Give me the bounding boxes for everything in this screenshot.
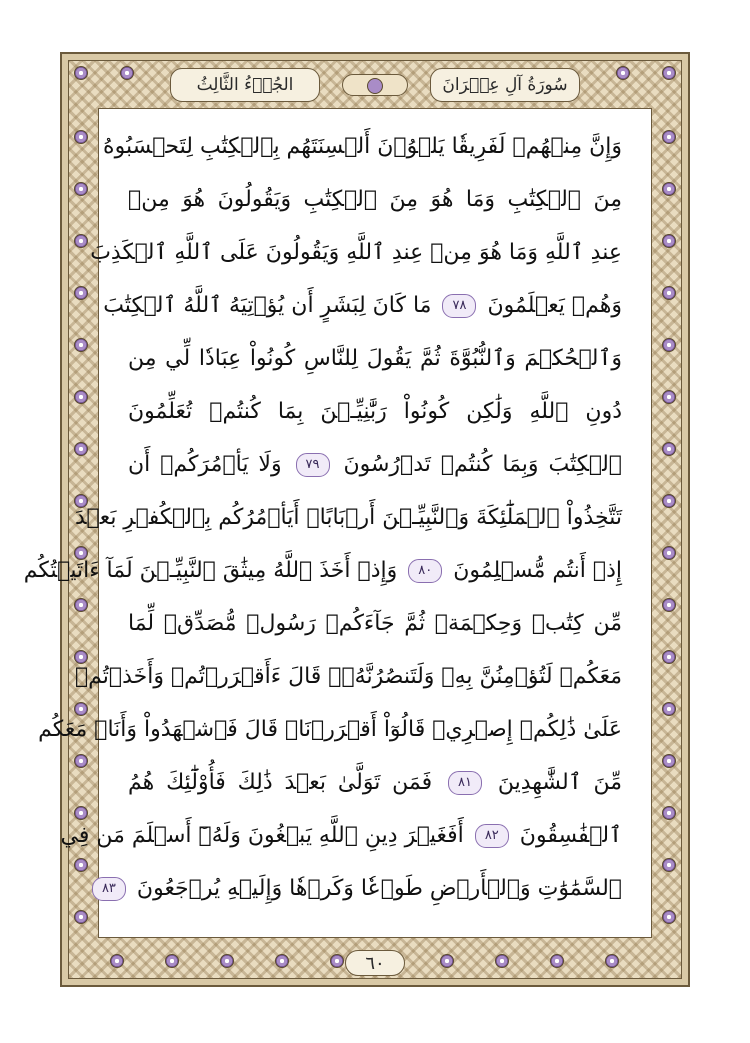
verse-text: أَفَغَيۡرَ دِينِ ٱللَّهِ يَبۡغُونَ وَلَهُۥٓ أَسۡلَمَ مَن فِي — [60, 823, 464, 848]
text-line — [38, 710, 622, 750]
flower-ornament-icon — [662, 754, 676, 768]
flower-ornament-icon — [662, 494, 676, 508]
flower-ornament-icon — [74, 182, 88, 196]
flower-ornament-icon — [662, 286, 676, 300]
verse-text: إِذۡ أَنتُم مُّسۡلِمُونَ — [453, 558, 622, 583]
flower-ornament-icon — [275, 954, 289, 968]
flower-ornament-icon — [662, 66, 676, 80]
flower-ornament-icon — [662, 442, 676, 456]
ayah-number-marker: ٧٩ — [296, 453, 330, 477]
text-line — [103, 286, 622, 326]
flower-ornament-icon — [662, 910, 676, 924]
verse-text: مِّن كِتَٰبٖ وَحِكۡمَةٖ ثُمَّ جَآءَكُمۡ رَسُولٞ مُّصَدِّقٞ لِّمَا — [128, 611, 622, 636]
verse-text: وَإِذۡ أَخَذَ ٱللَّهُ مِيثَٰقَ ٱلنَّبِيِّـۧنَ لَمَآ ءَاتَيۡتُكُم — [23, 558, 398, 583]
flower-ornament-icon — [662, 546, 676, 560]
flower-ornament-icon — [495, 954, 509, 968]
flower-ornament-icon — [662, 234, 676, 248]
flower-ornament-icon — [74, 338, 88, 352]
flower-ornament-icon — [330, 954, 344, 968]
text-line — [128, 763, 622, 803]
flower-ornament-icon — [662, 598, 676, 612]
ayah-number-marker: ٨٠ — [408, 559, 442, 583]
text-line — [60, 816, 622, 856]
verse-text: وَلَا يَأۡمُرَكُمۡ أَن — [128, 452, 282, 477]
text-line — [90, 233, 622, 273]
flower-ornament-icon — [662, 182, 676, 196]
flower-ornament-icon — [662, 338, 676, 352]
verse-text: عَلَىٰ ذَٰلِكُمۡ إِصۡرِيۖ قَالُوٓاْ أَقۡرَرۡنَاۚ قَالَ فَٱشۡهَدُواْ وَأَنَا۠ مَعَكُم — [38, 717, 622, 742]
ayah-number-marker: ٨٢ — [475, 824, 509, 848]
ayah-number-marker: ٨١ — [448, 771, 482, 795]
flower-ornament-icon — [220, 954, 234, 968]
verse-text: فَمَن تَوَلَّىٰ بَعۡدَ ذَٰلِكَ فَأُوْلَٰٓئِكَ هُمُ — [128, 770, 433, 795]
flower-ornament-icon — [662, 390, 676, 404]
text-line — [23, 551, 622, 591]
flower-ornament-icon — [74, 442, 88, 456]
flower-ornament-icon — [110, 954, 124, 968]
flower-ornament-icon — [616, 66, 630, 80]
juz-title: الجُزۡءُ الثَّالِثُ — [170, 68, 320, 102]
flower-ornament-icon — [662, 806, 676, 820]
flower-ornament-icon — [74, 858, 88, 872]
flower-ornament-icon — [550, 954, 564, 968]
text-line — [128, 604, 622, 644]
verse-text: ٱلۡفَٰسِقُونَ — [519, 823, 622, 848]
verse-text: عِندِ ٱللَّهِ وَمَا هُوَ مِنۡ عِندِ ٱللَّهِ وَيَقُولُونَ عَلَى ٱللَّهِ ٱلۡكَذِبَ — [90, 240, 622, 265]
text-line — [128, 339, 622, 379]
verse-text: مِنَ ٱلۡكِتَٰبِ وَمَا هُوَ مِنَ ٱلۡكِتَٰبِ وَيَقُولُونَ هُوَ مِنۡ — [128, 187, 622, 212]
text-line — [101, 869, 622, 909]
flower-ornament-icon — [662, 858, 676, 872]
header-ornament-icon — [342, 74, 408, 96]
verse-text: وَٱلۡحُكۡمَ وَٱلنُّبُوَّةَ ثُمَّ يَقُولَ لِلنَّاسِ كُونُواْ عِبَادٗا لِّي مِن — [128, 346, 622, 371]
text-line — [128, 392, 622, 432]
flower-ornament-icon — [440, 954, 454, 968]
verse-text: مَا كَانَ لِبَشَرٍ أَن يُؤۡتِيَهُ ٱللَّهُ ٱلۡكِتَٰبَ — [103, 293, 432, 318]
flower-ornament-icon — [662, 702, 676, 716]
flower-ornament-icon — [74, 910, 88, 924]
surah-title: سُورَةُ آلِ عِمۡرَانَ — [430, 68, 580, 102]
verse-text: تَتَّخِذُواْ ٱلۡمَلَٰٓئِكَةَ وَٱلنَّبِيِّـۧنَ أَرۡبَابًاۗ أَيَأۡمُرُكُم بِٱلۡكُفۡرِ بَعۡدَ — [74, 505, 622, 530]
flower-ornament-icon — [74, 754, 88, 768]
page-number: ٦٠ — [345, 950, 405, 976]
verse-text: وَهُمۡ يَعۡلَمُونَ — [487, 293, 622, 318]
ayah-number-marker: ٨٣ — [92, 877, 126, 901]
verse-text: ٱلۡكِتَٰبَ وَبِمَا كُنتُمۡ تَدۡرُسُونَ — [343, 452, 622, 477]
flower-ornament-icon — [74, 130, 88, 144]
flower-ornament-icon — [662, 650, 676, 664]
flower-ornament-icon — [605, 954, 619, 968]
flower-ornament-icon — [74, 598, 88, 612]
verse-text: وَإِنَّ مِنۡهُمۡ لَفَرِيقٗا يَلۡوُۥنَ أَلۡسِنَتَهُم بِٱلۡكِتَٰبِ لِتَحۡسَبُوهُ — [103, 134, 622, 159]
flower-ornament-icon — [120, 66, 134, 80]
text-line — [74, 498, 622, 538]
text-line — [74, 657, 622, 697]
verse-text: ٱلسَّمَٰوَٰتِ وَٱلۡأَرۡضِ طَوۡعٗا وَكَرۡهٗا وَإِلَيۡهِ يُرۡجَعُونَ — [136, 876, 622, 901]
text-line — [128, 180, 622, 220]
flower-ornament-icon — [74, 286, 88, 300]
verse-text: مَعَكُمۡ لَتُؤۡمِنُنَّ بِهِۦ وَلَتَنصُرُنَّهُۥۚ قَالَ ءَأَقۡرَرۡتُمۡ وَأَخَذۡتُمۡ — [74, 664, 622, 689]
flower-ornament-icon — [74, 234, 88, 248]
ayah-number-marker: ٧٨ — [442, 294, 476, 318]
verse-text: دُونِ ٱللَّهِ وَلَٰكِن كُونُواْ رَبَّٰنِيِّـۧنَ بِمَا كُنتُمۡ تُعَلِّمُونَ — [128, 399, 622, 424]
verse-text: مِّنَ ٱلشَّٰهِدِينَ — [497, 770, 622, 795]
flower-ornament-icon — [74, 66, 88, 80]
text-line — [103, 127, 622, 167]
flower-ornament-icon — [662, 130, 676, 144]
flower-ornament-icon — [165, 954, 179, 968]
text-line — [128, 445, 622, 485]
flower-ornament-icon — [74, 390, 88, 404]
